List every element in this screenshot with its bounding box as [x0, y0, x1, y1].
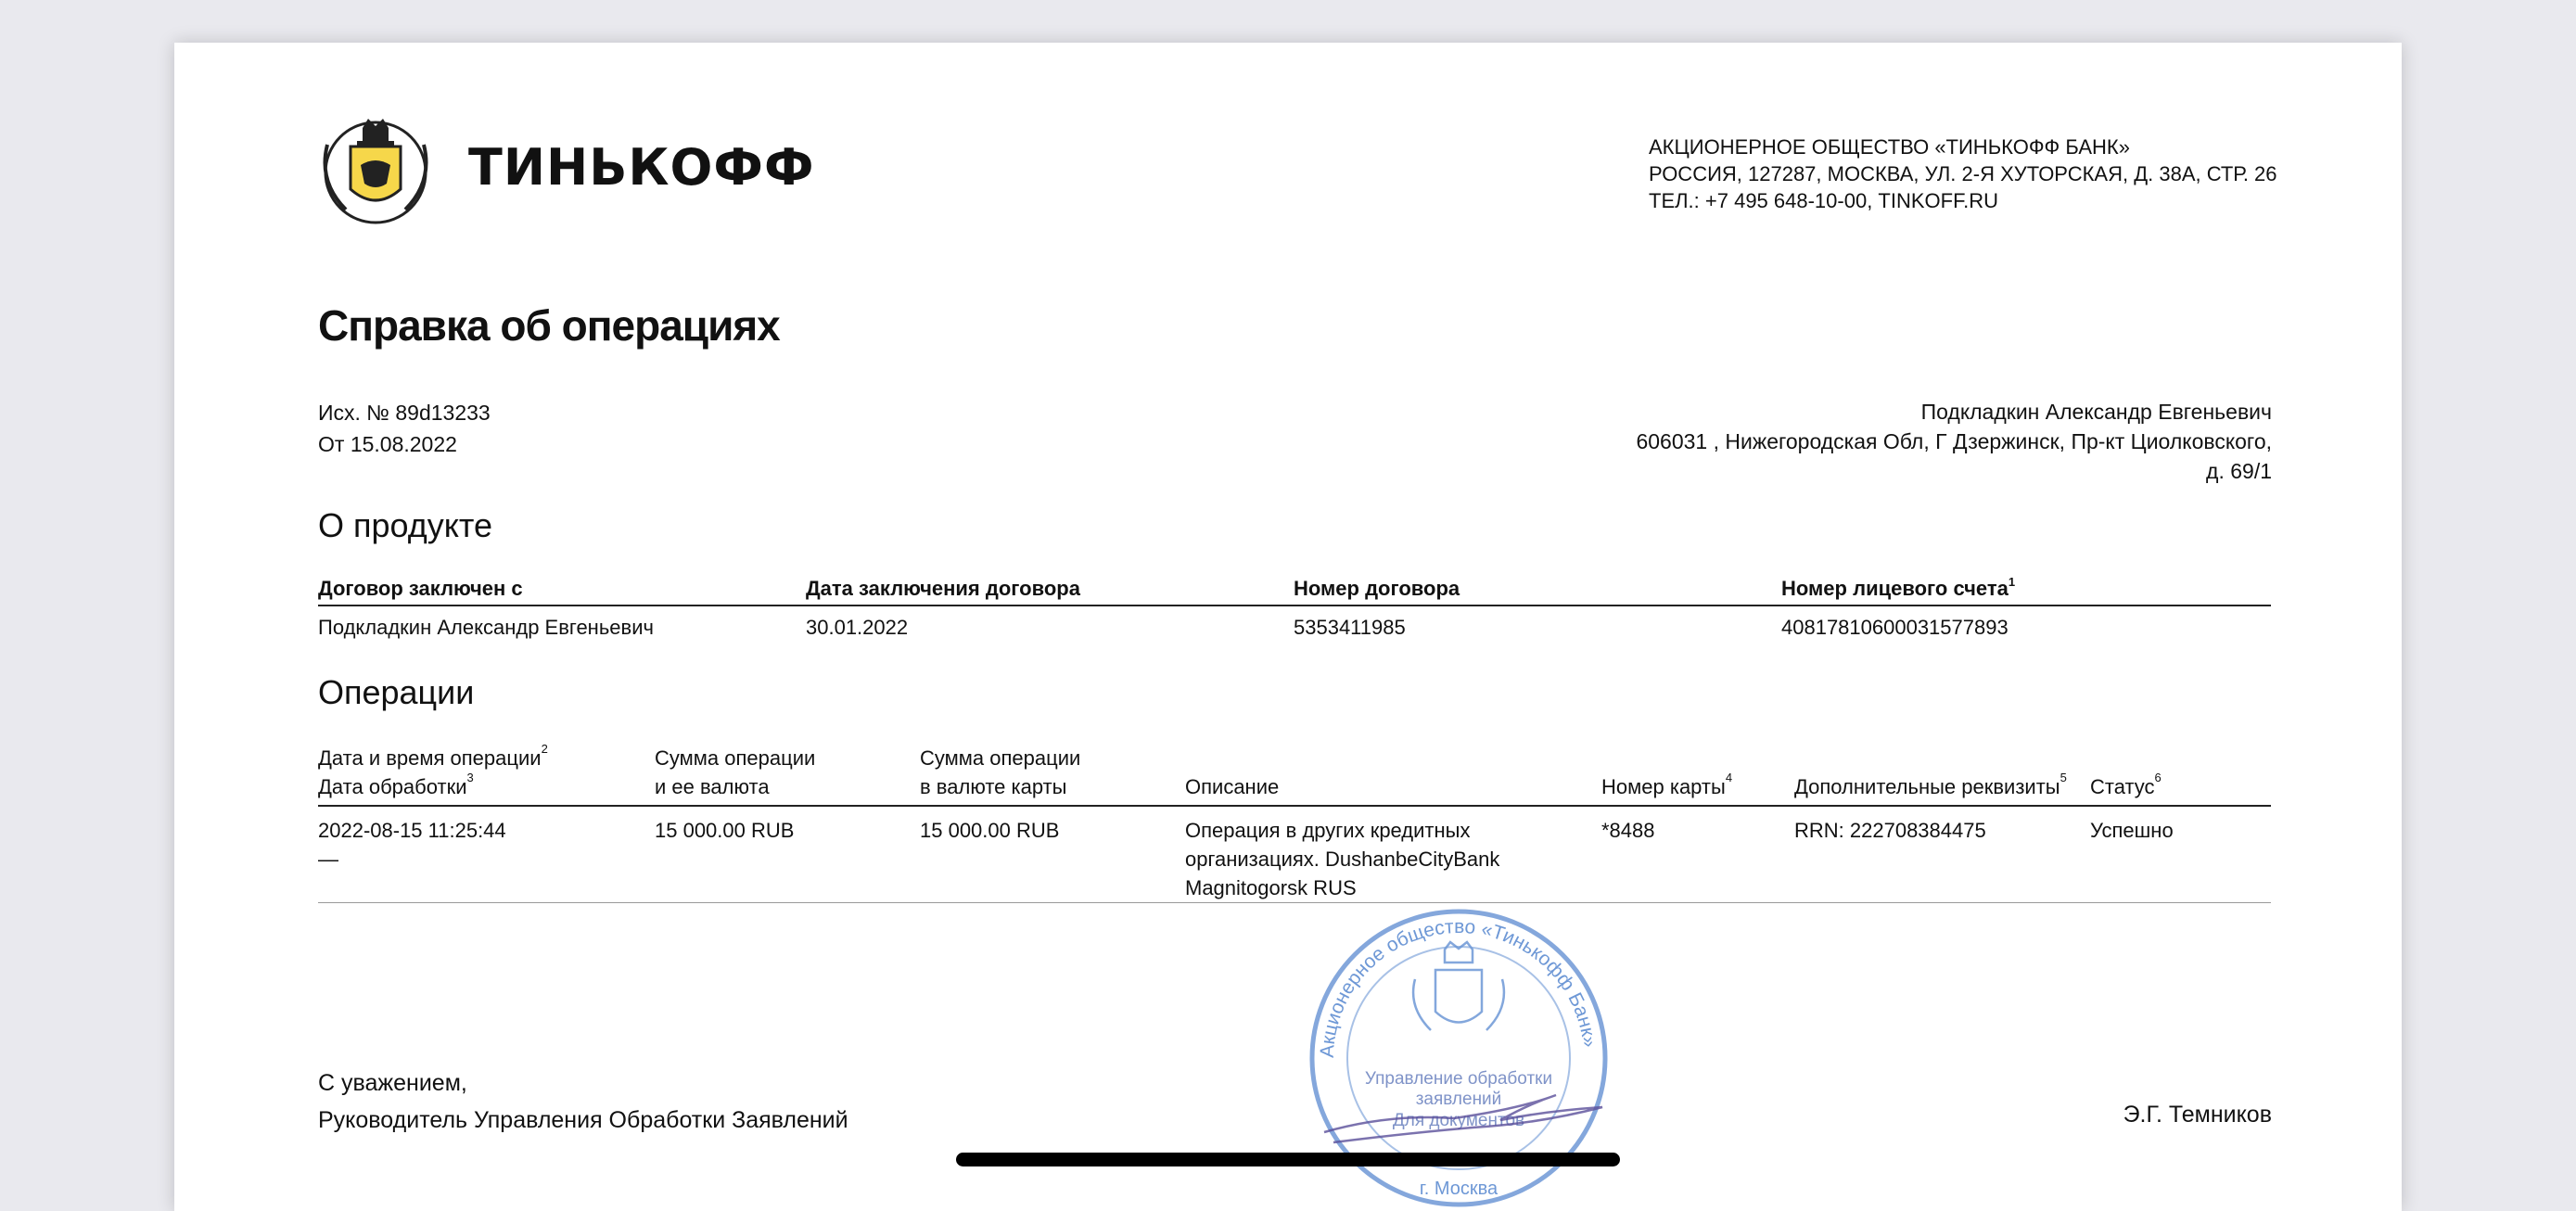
- operations-section-title: Операции: [318, 673, 475, 711]
- op-description: Операция в других кредитных организациях. DushanbeCityBank Magnitogorsk RUS: [1185, 806, 1601, 903]
- recipient-address-1: 606031 , Нижегородская Обл, Г Дзержинск, Пр-кт Циолковского,: [1636, 429, 2272, 453]
- bank-crest-icon: [309, 108, 442, 226]
- tinkoff-logo: [309, 108, 815, 226]
- bank-phone: ТЕЛ.: +7 495 648-10-00, TINKOFF.RU: [1649, 189, 1998, 212]
- bank-name: АКЦИОНЕРНОЕ ОБЩЕСТВО «ТИНЬКОФФ БАНК»: [1649, 135, 2130, 159]
- op-status: Успешно: [2090, 806, 2271, 903]
- document-reference: [318, 397, 491, 460]
- col-account-number: Номер лицевого счета$^1$: [1781, 577, 2271, 606]
- table-row: [318, 606, 2271, 645]
- regards-text: С уважением,: [318, 1070, 467, 1096]
- contract-date: 30.01.2022: [806, 616, 909, 639]
- product-table: [318, 577, 2271, 645]
- product-section-title: О продукте: [318, 506, 493, 544]
- account-number: 40817810600031577893: [1781, 616, 2009, 639]
- home-indicator[interactable]: [956, 1153, 1620, 1166]
- stamp-outer-text: Акционерное общество «Тинькофф Банк»: [1316, 916, 1600, 1059]
- col-card-number: Номер карты$^4$: [1601, 744, 1794, 806]
- col-card-amount: Сумма операции в валюте карты: [920, 744, 1185, 806]
- stamp-line-2: заявлений: [1415, 1090, 1502, 1109]
- contract-holder: Подкладкин Александр Евгеньевич: [318, 616, 654, 639]
- op-datetime: 2022-08-15 11:25:44 —: [318, 806, 655, 903]
- brand-wordmark: ТИНЬКОФФ: [468, 137, 815, 197]
- col-details: Дополнительные реквизиты$^5$: [1794, 744, 2090, 806]
- col-description: Описание: [1185, 744, 1601, 806]
- bank-street: РОССИЯ, 127287, МОСКВА, УЛ. 2-Я ХУТОРСКАЯ, Д. 38А, СТР. 26: [1649, 162, 2277, 185]
- stamp-city: г. Москва: [1419, 1179, 1498, 1199]
- ref-date: От 15.08.2022: [318, 432, 457, 456]
- op-card-amount: 15 000.00 RUB: [920, 806, 1185, 903]
- signature-block: [318, 1064, 848, 1139]
- op-amount: 15 000.00 RUB: [655, 806, 920, 903]
- document-title: Справка об операциях: [318, 301, 780, 350]
- recipient-address-2: д. 69/1: [2206, 459, 2272, 483]
- contract-number: 5353411985: [1294, 616, 1406, 639]
- col-contract-with: Договор заключен с: [318, 577, 806, 606]
- table-header-row: [318, 744, 2271, 806]
- signer-name: Э.Г. Темников: [2123, 1102, 2272, 1128]
- table-header-row: [318, 577, 2271, 606]
- op-card-number: *8488: [1601, 806, 1794, 903]
- signer-position: Руководитель Управления Обработки Заявлений: [318, 1107, 848, 1133]
- bank-address: [1649, 134, 2277, 214]
- document-sheet: [174, 43, 2402, 1211]
- operations-table: [318, 744, 2271, 903]
- stamp-crest-icon: [1413, 942, 1504, 1030]
- recipient-name: Подкладкин Александр Евгеньевич: [1920, 400, 2272, 424]
- col-contract-number: Номер договора: [1294, 577, 1781, 606]
- stamp-line-1: Управление обработки: [1364, 1069, 1553, 1089]
- op-details: RRN: 222708384475: [1794, 806, 2090, 903]
- ref-number: Исх. № 89d13233: [318, 401, 491, 425]
- table-row: [318, 806, 2271, 903]
- col-amount: Сумма операции и ее валюта: [655, 744, 920, 806]
- col-datetime: Дата и время операции$^2$ Дата обработки$^3$: [318, 744, 655, 806]
- col-status: Статус$^6$: [2090, 744, 2271, 806]
- stamp-line-3: Для документов: [1392, 1111, 1525, 1130]
- recipient-block: [1636, 397, 2272, 486]
- col-contract-date: Дата заключения договора: [806, 577, 1294, 606]
